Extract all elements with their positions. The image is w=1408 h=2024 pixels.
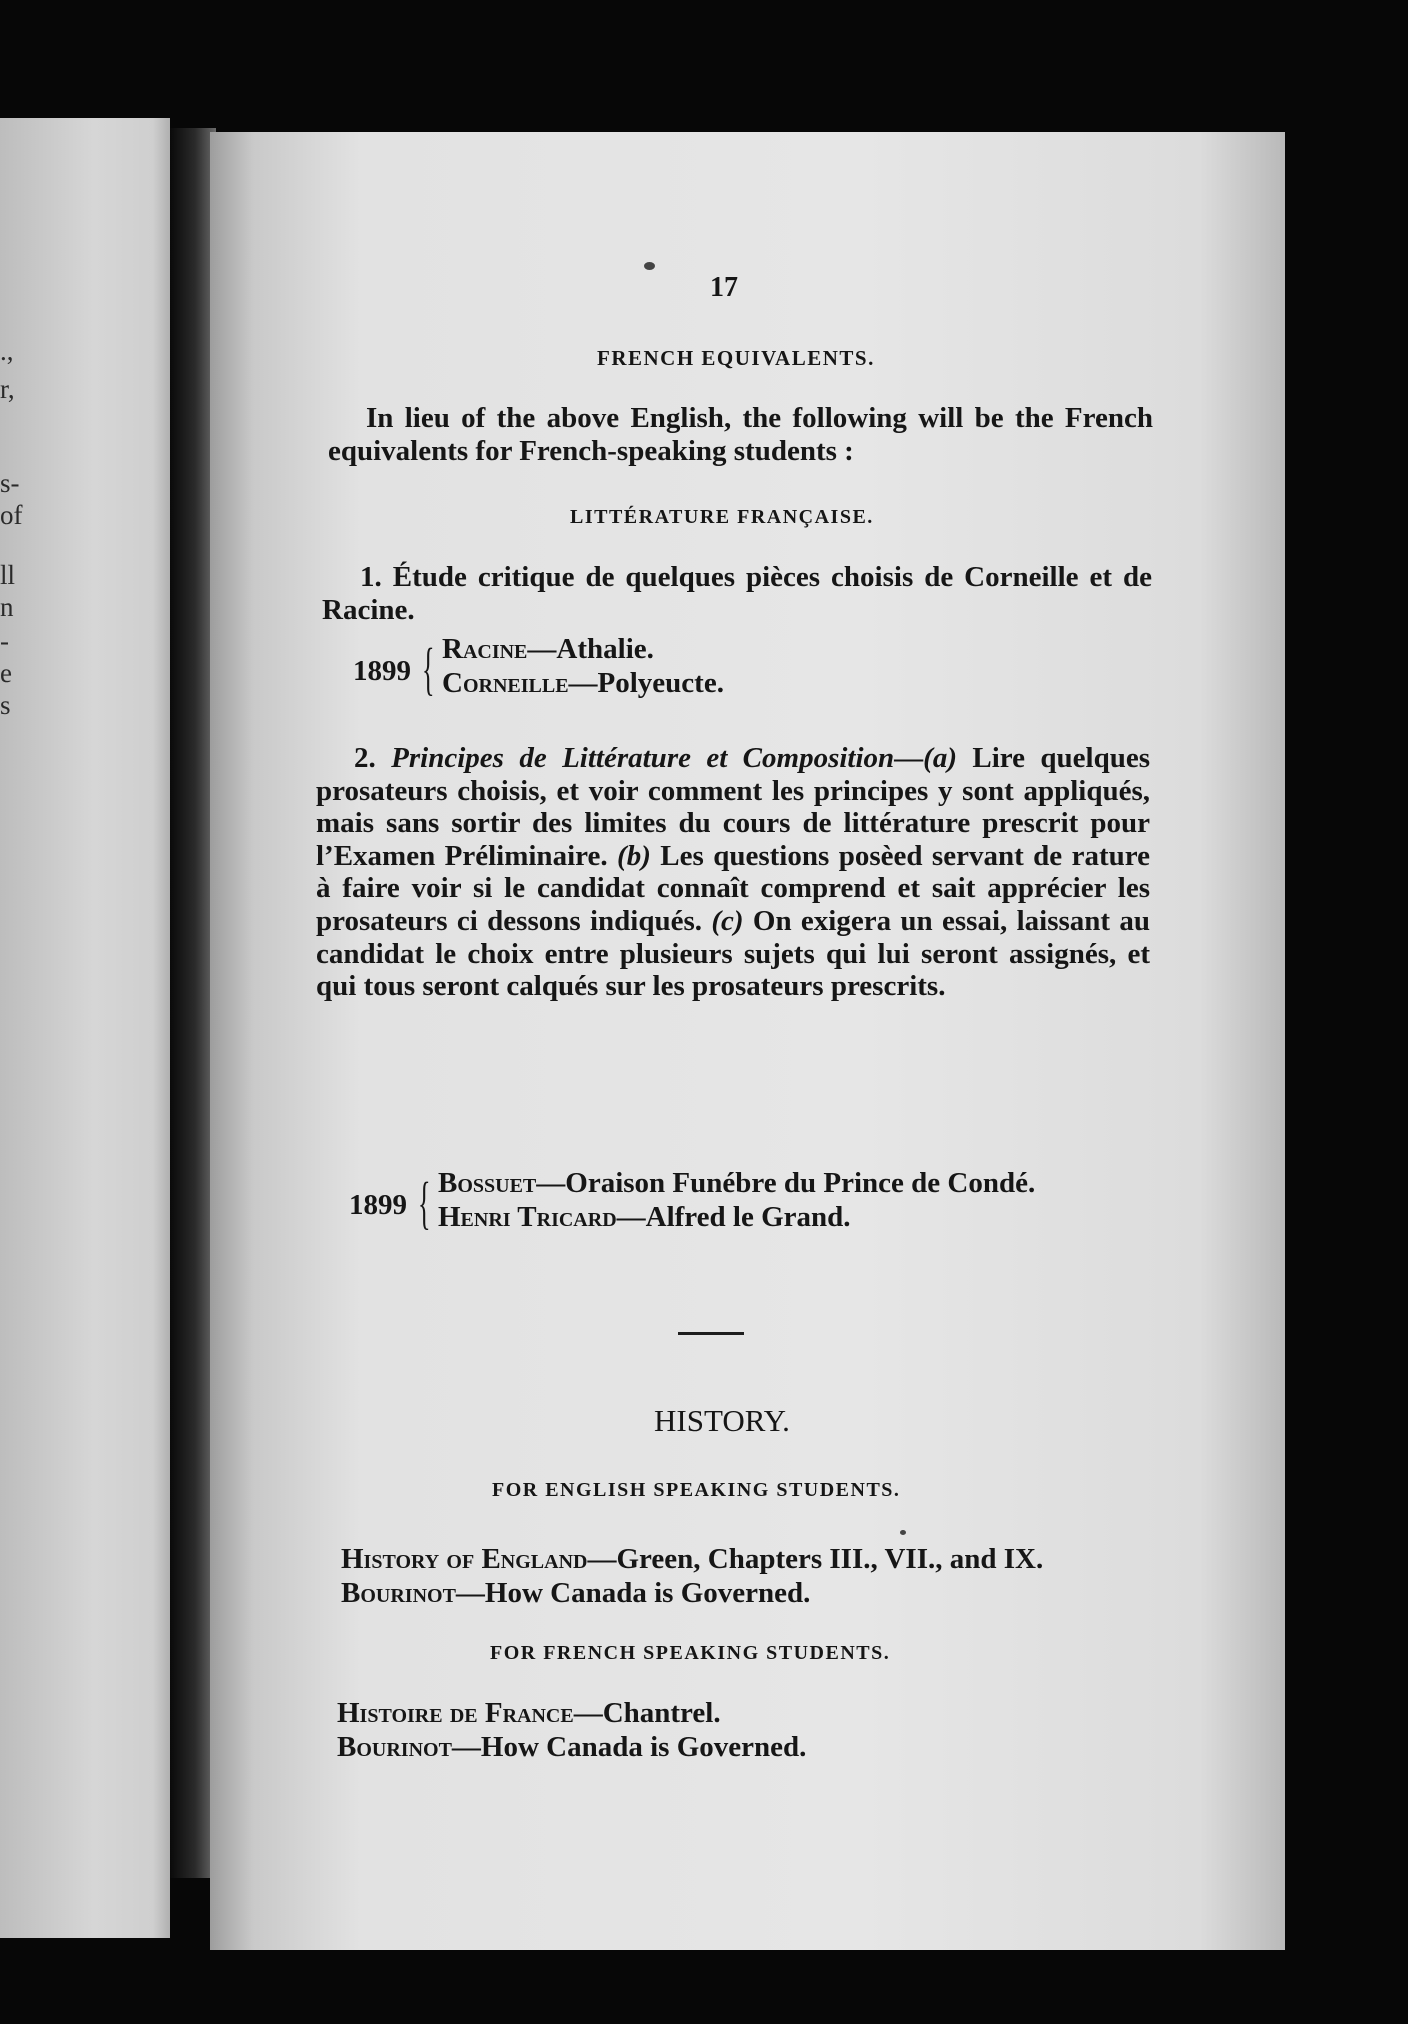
- history-entry: History of England—Green, Chapters III., VII., and IX.: [341, 1543, 1044, 1575]
- item2-title: Principes de Littérature et Composition: [391, 742, 895, 774]
- entry-author: Bourinot: [341, 1577, 456, 1609]
- french-students-heading: FOR FRENCH SPEAKING STUDENTS.: [490, 1642, 891, 1664]
- left-page-fragment: .,: [0, 336, 14, 366]
- english-students-heading: FOR ENGLISH SPEAKING STUDENTS.: [492, 1479, 901, 1501]
- item2-entry: Henri Tricard—Alfred le Grand.: [438, 1201, 851, 1233]
- item1-year: 1899: [353, 655, 411, 687]
- entry-work: Athalie.: [556, 633, 654, 665]
- entry-author: Corneille: [442, 667, 569, 699]
- left-page-fragment: r,: [0, 374, 15, 404]
- item2-number: 2.: [354, 742, 376, 774]
- entry-author: Bourinot: [337, 1731, 452, 1763]
- entry-author: History of England: [341, 1543, 588, 1575]
- entry-work: Green, Chapters III., VII., and IX.: [616, 1543, 1044, 1575]
- section-title: FRENCH EQUIVALENTS.: [597, 346, 875, 370]
- item2-year: 1899: [349, 1189, 407, 1221]
- item2-entry: Bossuet—Oraison Funébre du Prince de Condé.: [438, 1167, 1036, 1199]
- print-speck: [644, 262, 655, 270]
- book-page: [210, 132, 1285, 1950]
- item1-text: Étude critique de quelques pièces choisis de Corneille et de Racine.: [322, 561, 1153, 626]
- entry-work: Oraison Funébre du Prince de Condé.: [565, 1167, 1036, 1199]
- left-page-fragment: ll: [0, 560, 16, 590]
- item1-brace: {: [422, 636, 435, 701]
- item2-paragraph: 2. Principes de Littérature et Composition—(a) Lire quelques prosateurs choisis, et voir comment les principes y sont appliqués, mais sans sortir des limites du cours de littérature prescrit pour l’Examen Préliminaire. (b) Les questions posèed servant de rature à faire voir si le candidat connaît comprend et sait apprécier les prosateurs ci dessons indiqués. (c) On exigera un essai, laissant au candidat le choix entre plusieurs sujets qui lui seront assignés, et qui tous seront calqués sur les prosateurs prescrits.: [316, 742, 1151, 1003]
- item1-entry: Corneille—Polyeucte.: [442, 667, 724, 699]
- history-entry: Bourinot—How Canada is Governed.: [337, 1731, 807, 1763]
- left-page-fragment: s-: [0, 468, 20, 498]
- left-page-fragment: s: [0, 690, 11, 720]
- item2-marker-a: (a): [923, 742, 957, 774]
- left-page-fragment: n: [0, 592, 14, 622]
- left-page-edge: [0, 118, 170, 1938]
- page-number: 17: [710, 272, 738, 303]
- history-entry: Histoire de France—Chantrel.: [337, 1697, 721, 1729]
- history-entry: Bourinot—How Canada is Governed.: [341, 1577, 811, 1609]
- left-page-fragment: -: [0, 626, 9, 656]
- left-page-fragment: e: [0, 658, 12, 688]
- entry-work: How Canada is Governed.: [484, 1577, 811, 1609]
- entry-work: How Canada is Governed.: [480, 1731, 807, 1763]
- entry-author: Henri Tricard: [438, 1201, 617, 1233]
- item1-entry: Racine—Athalie.: [442, 633, 654, 665]
- litterature-heading: LITTÉRATURE FRANÇAISE.: [570, 506, 874, 528]
- item2-text-a: Lire quelques prosateurs choisis, et voir comment les principes y sont appliqués, mais sans sortir des limites du cours de littérature prescrit pour l’Examen Préliminaire.: [316, 742, 1151, 872]
- entry-work: Alfred le Grand.: [645, 1201, 851, 1233]
- item1-number: 1.: [360, 561, 382, 593]
- entry-author: Bossuet: [438, 1167, 537, 1199]
- item2-marker-c: (c): [711, 904, 744, 937]
- entry-work: Chantrel.: [602, 1697, 721, 1729]
- intro-paragraph: [328, 402, 1153, 467]
- entry-work: Polyeucte.: [597, 667, 724, 699]
- item2-brace: {: [418, 1170, 431, 1235]
- item2-text-c: On exigera un essai, laissant au candidat le choix entre plusieurs sujets qui lui seront assignés, et qui tous seront calqués sur les prosateurs prescrits.: [316, 904, 1151, 1003]
- item1-paragraph: [322, 561, 1152, 626]
- entry-author: Racine: [442, 633, 528, 665]
- section-divider: [678, 1332, 744, 1335]
- history-title: HISTORY.: [654, 1403, 790, 1438]
- item2-marker-b: (b): [617, 839, 651, 872]
- intro-text: In lieu of the above English, the following will be the French equivalents for French-speaking students :: [328, 402, 1153, 467]
- entry-author: Histoire de France: [337, 1697, 574, 1729]
- item2-text-b: Les questions posèed servant de rature à faire voir si le candidat connaît comprend et sait apprécier les prosateurs ci dessons indiqués.: [316, 839, 1150, 937]
- print-speck: [900, 1530, 906, 1535]
- left-page-fragment: of: [0, 500, 23, 530]
